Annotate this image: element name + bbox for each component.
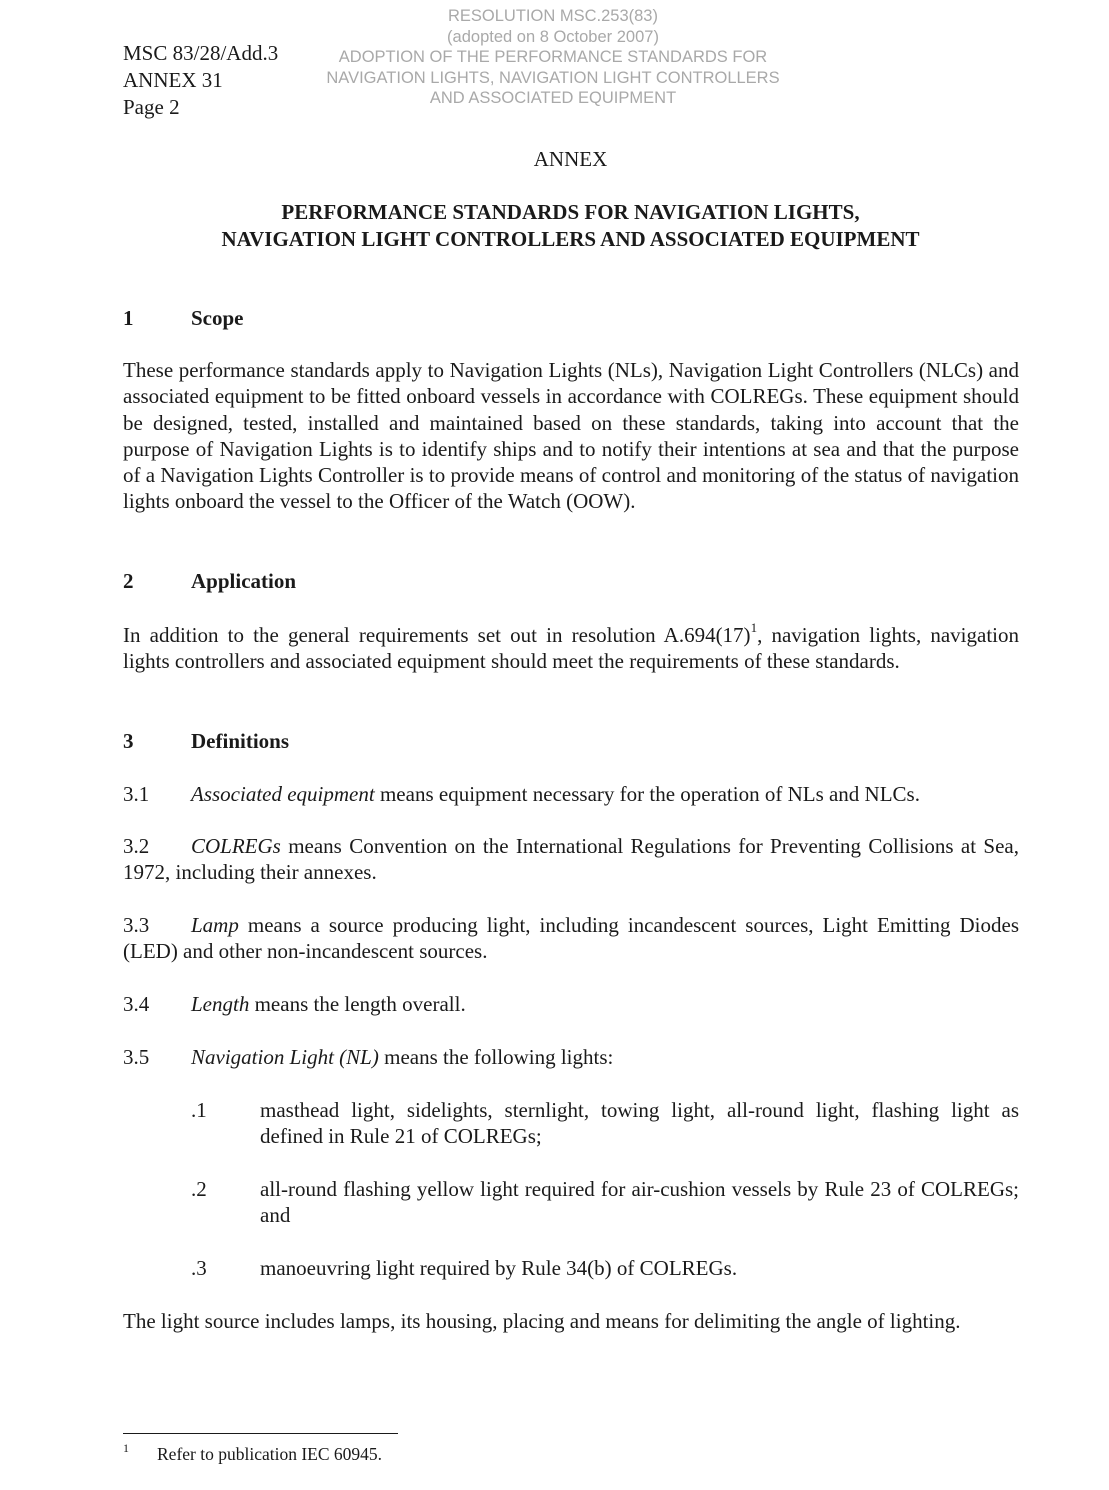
footnote-separator <box>123 1433 398 1434</box>
definition-number: 3.1 <box>123 782 150 806</box>
subitem-text: masthead light, sidelights, sternlight, towing light, all-round light, flashing light as defined in Rule 21 of COLREGs; <box>260 1098 1019 1149</box>
title-line-1: PERFORMANCE STANDARDS FOR NAVIGATION LIGHTS, <box>281 200 860 224</box>
annex-reference: ANNEX 31 <box>123 68 223 92</box>
definition-3-1 <box>123 781 1019 807</box>
application-text-end: , navigation lights, navigation lights controllers and associated equipment should meet the requirements of these standards. <box>123 623 1020 674</box>
resolution-watermark <box>305 6 801 109</box>
watermark-line: ADOPTION OF THE PERFORMANCE STANDARDS FOR <box>338 48 768 66</box>
subitem-text: all-round flashing yellow light required for air-cushion vessels by Rule 23 of COLREGs; and <box>260 1177 1019 1228</box>
section-number: 1 <box>123 306 134 330</box>
watermark-line: (adopted on 8 October 2007) <box>447 27 659 46</box>
application-text-start: In addition to the general requirements set out in resolution A.694(17) <box>123 623 751 647</box>
section-number: 3 <box>123 729 134 753</box>
annex-heading: ANNEX <box>533 147 608 171</box>
definition-term: Lamp <box>191 913 239 937</box>
running-head <box>123 40 278 121</box>
footnote <box>123 1443 382 1465</box>
section-title: Definitions <box>191 729 290 753</box>
subitem-number: .2 <box>191 1177 207 1201</box>
application-paragraph <box>123 622 1019 675</box>
section-heading-application <box>123 568 296 595</box>
footnote-mark: 1 <box>123 1441 129 1455</box>
watermark-line: AND ASSOCIATED EQUIPMENT <box>429 89 677 107</box>
definition-text: means the following lights: <box>378 1045 614 1069</box>
light-source-paragraph: The light source includes lamps, its housing, placing and means for delimiting the angle of lighting. <box>123 1309 961 1333</box>
definition-3-5 <box>123 1044 1019 1070</box>
section-title: Scope <box>191 306 244 330</box>
definition-number: 3.5 <box>123 1045 150 1069</box>
definition-term: COLREGs <box>191 834 281 858</box>
definition-number: 3.3 <box>123 913 150 937</box>
document-title <box>0 199 1109 253</box>
section-heading-definitions <box>123 728 289 755</box>
watermark-line: NAVIGATION LIGHTS, NAVIGATION LIGHT CONTROLLERS <box>326 68 780 87</box>
watermark-line: RESOLUTION MSC.253(83) <box>448 7 658 25</box>
subitem-2 <box>191 1176 1019 1229</box>
subitem-number: .3 <box>191 1256 207 1280</box>
subitem-3 <box>191 1255 1019 1281</box>
definition-text: means a source producing light, including incandescent sources, Light Emitting Diodes (LED) and other non-incandescent sources. <box>123 913 1019 964</box>
definition-text: means equipment necessary for the operation of NLs and NLCs. <box>374 782 920 806</box>
definition-term: Navigation Light (NL) <box>191 1045 379 1069</box>
title-line-2: NAVIGATION LIGHT CONTROLLERS AND ASSOCIATED EQUIPMENT <box>221 227 920 251</box>
section-heading-scope <box>123 305 244 332</box>
section-number: 2 <box>123 569 134 593</box>
doc-reference: MSC 83/28/Add.3 <box>123 41 279 65</box>
definition-number: 3.2 <box>123 834 150 858</box>
footnote-text: Refer to publication IEC 60945. <box>157 1444 383 1464</box>
definition-3-2 <box>123 833 1019 886</box>
definition-term: Length <box>191 992 250 1016</box>
section-title: Application <box>191 569 297 593</box>
definition-text: means the length overall. <box>249 992 466 1016</box>
definition-term: Associated equipment <box>191 782 375 806</box>
subitem-text: manoeuvring light required by Rule 34(b) of COLREGs. <box>260 1256 738 1280</box>
scope-paragraph: These performance standards apply to Navigation Lights (NLs), Navigation Light Controllers (NLCs) and associated equipment to be fitted onboard vessels in accordance with COLREGs. These equipment should be designed, tested, installed and maintained based on these standards, taking into account that the purpose of Navigation Lights is to identify ships and to notify their intentions at sea and that the purpose of a Navigation Lights Controller is to provide means of control and monitoring of the status of navigation lights onboard the vessel to the Officer of the Watch (OOW). <box>123 358 1019 514</box>
definition-3-4 <box>123 991 1019 1017</box>
definition-text: means Convention on the International Regulations for Preventing Collisions at Sea, 1972, including their annexes. <box>123 834 1019 885</box>
subitem-1 <box>191 1097 1019 1150</box>
subitem-number: .1 <box>191 1098 207 1122</box>
definition-number: 3.4 <box>123 992 150 1016</box>
definition-3-3 <box>123 912 1019 965</box>
footnote-reference[interactable]: 1 <box>750 620 758 635</box>
page-number: Page 2 <box>123 95 180 119</box>
